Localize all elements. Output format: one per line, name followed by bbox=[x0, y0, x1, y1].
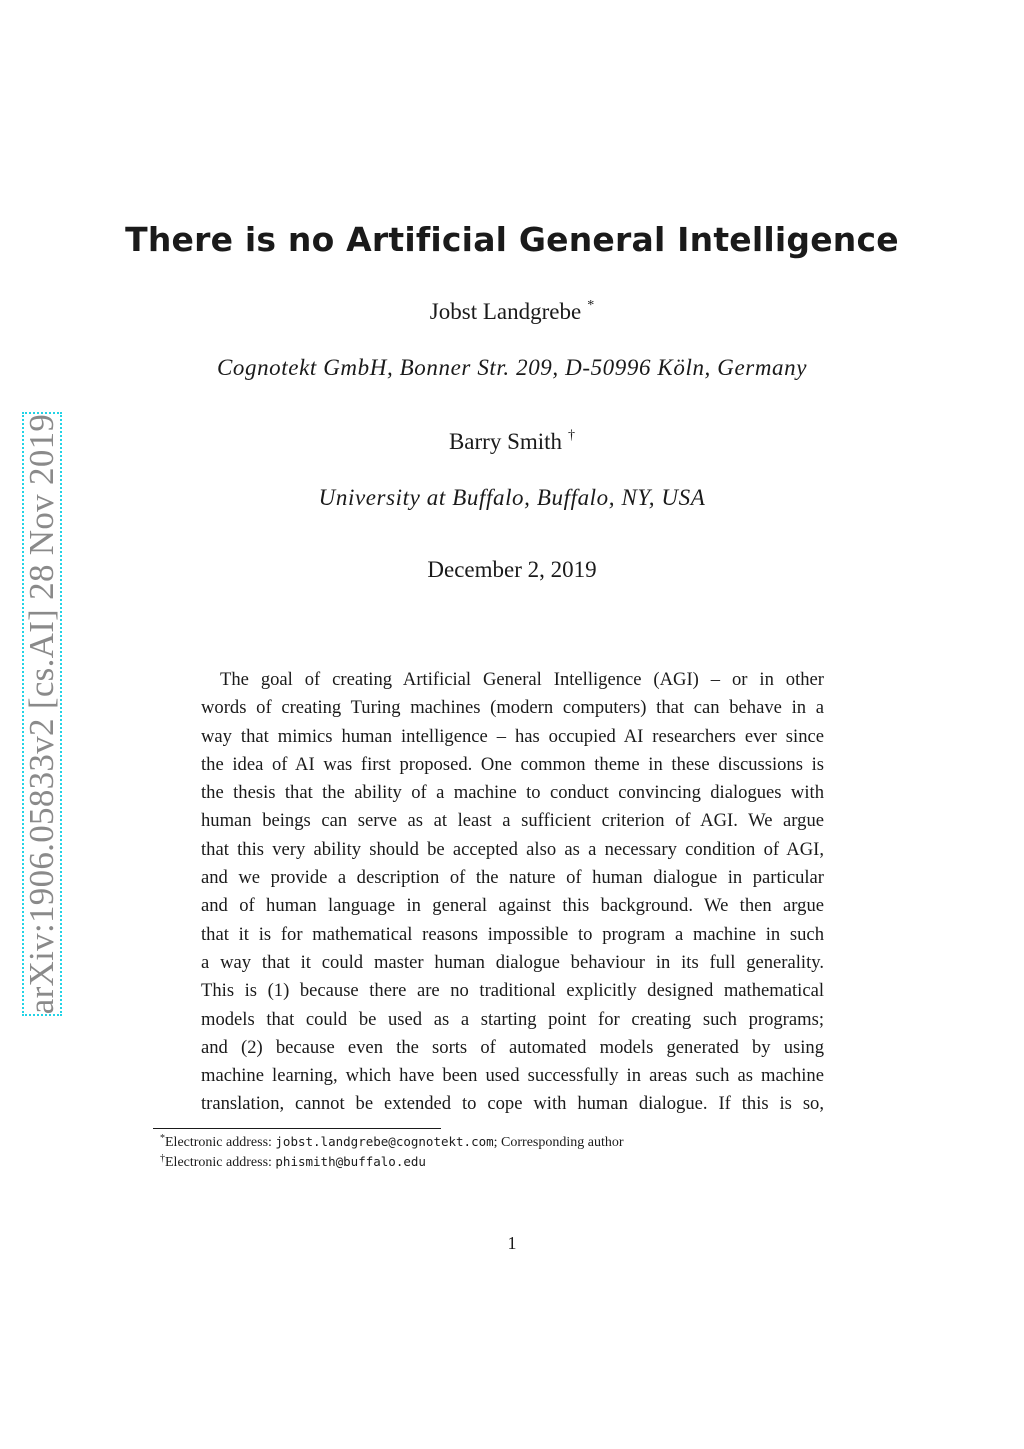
abstract-line: words of creating Turing machines (modern computers) that can behave in a bbox=[201, 697, 824, 719]
paper-title: There is no Artificial General Intelligence bbox=[125, 220, 899, 259]
abstract-line: that this very ability should be accepted also as a necessary condition of AGI, bbox=[201, 838, 824, 860]
author-mark: † bbox=[568, 428, 576, 443]
abstract-line: The goal of creating Artificial General Intelligence (AGI) – or in other bbox=[220, 669, 824, 690]
footnote-mark: * bbox=[160, 1133, 165, 1144]
page-number: 1 bbox=[507, 1233, 517, 1253]
abstract-line: that it is for mathematical reasons impossible to program a machine in such bbox=[201, 923, 824, 945]
footnote-suffix: ; Corresponding author bbox=[493, 1135, 624, 1150]
abstract-line: models that could be used as a starting point for creating such programs; bbox=[201, 1008, 824, 1030]
abstract-line: and of human language in general against this background. We then argue bbox=[201, 895, 824, 917]
arxiv-id: arXiv:1906.05833v2 [cs.AI] 28 Nov 2019 bbox=[22, 413, 61, 1015]
abstract-line: the idea of AI was first proposed. One common theme in these discussions is bbox=[201, 753, 824, 775]
footnote-2 bbox=[160, 1153, 426, 1171]
abstract-line: human beings can serve as at least a sufficient criterion of AGI. We argue bbox=[201, 810, 824, 832]
footnote-rule bbox=[153, 1128, 441, 1129]
paper-date: December 2, 2019 bbox=[427, 557, 597, 582]
abstract-line: and (2) because even the sorts of automated models generated by using bbox=[201, 1036, 824, 1058]
abstract-line: way that mimics human intelligence – has occupied AI researchers ever since bbox=[201, 725, 824, 747]
author-1 bbox=[0, 298, 1024, 325]
abstract-line: and we provide a description of the nature of human dialogue in particular bbox=[201, 867, 824, 889]
footnote-1 bbox=[160, 1133, 624, 1151]
abstract bbox=[201, 666, 824, 1119]
author-1-affiliation: Cognotekt GmbH, Bonner Str. 209, D-50996 Köln, Germany bbox=[216, 355, 808, 380]
author-name: Jobst Landgrebe bbox=[429, 299, 582, 324]
abstract-line: a way that it could master human dialogue behaviour in its full generality. bbox=[201, 951, 824, 973]
author-name: Barry Smith bbox=[448, 429, 563, 454]
footnote-email-link[interactable]: jobst.landgrebe@cognotekt.com bbox=[275, 1134, 494, 1149]
footnote-label: Electronic address: bbox=[165, 1135, 276, 1150]
abstract-line: machine learning, which have been used successfully in areas such as machine bbox=[201, 1065, 824, 1087]
author-2 bbox=[0, 428, 1024, 455]
author-2-affiliation: University at Buffalo, Buffalo, NY, USA bbox=[318, 485, 706, 510]
abstract-line: translation, cannot be extended to cope with human dialogue. If this is so, bbox=[201, 1093, 824, 1115]
footnote-email-link[interactable]: phismith@buffalo.edu bbox=[275, 1154, 426, 1169]
author-mark: * bbox=[587, 298, 595, 313]
abstract-line: the thesis that the ability of a machine to conduct convincing dialogues with bbox=[201, 782, 824, 804]
abstract-line: This is (1) because there are no traditional explicitly designed mathematical bbox=[201, 980, 824, 1002]
footnote-label: Electronic address: bbox=[165, 1155, 276, 1170]
footnote-mark: † bbox=[160, 1153, 165, 1164]
